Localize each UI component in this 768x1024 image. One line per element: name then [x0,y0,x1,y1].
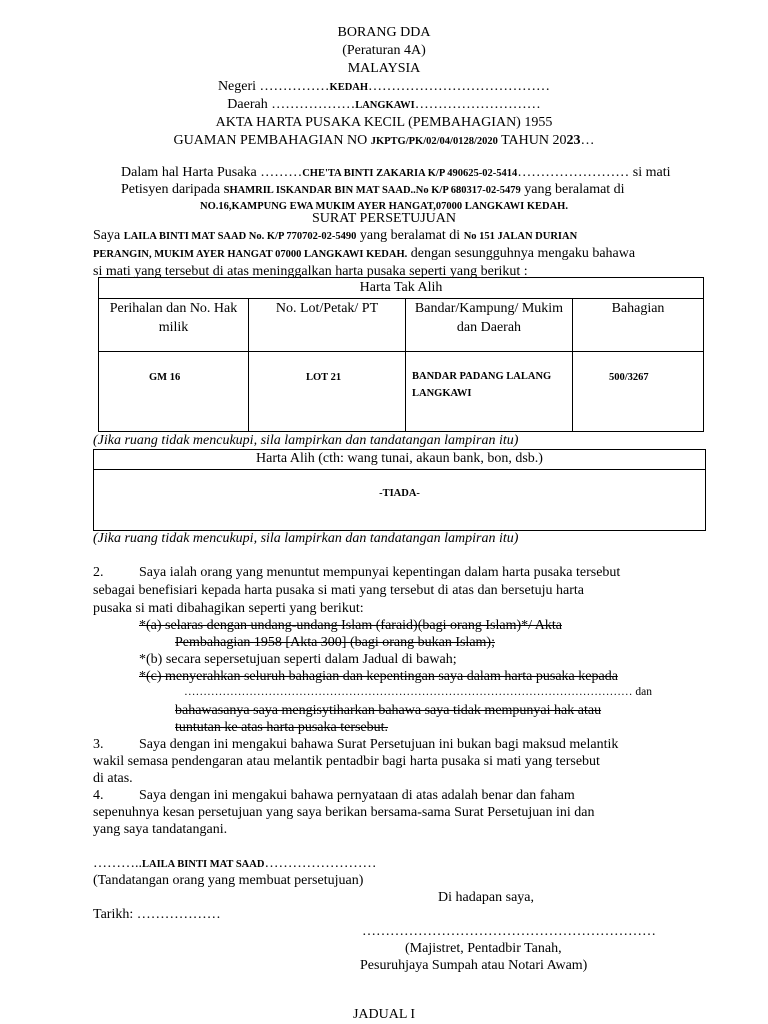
estate-prefix: Dalam hal Harta Pusaka [121,165,257,180]
declarant-line-1 [93,227,577,245]
declarant-line-2 [93,245,635,263]
daerah-line: Daerah ………………LANGKAWI……………………… [227,97,541,112]
declarant-name: LAILA BINTI MAT SAAD No. K/P 770702-02-5490 [123,231,357,242]
negeri-label: Negeri [217,79,257,94]
option-a-line-1: *(a) selaras dengan undang-undang Islam (faraid)(bagi orang Islam)*/ Akta [139,618,562,633]
harta-tak-alih-title: Harta Tak Alih [99,278,704,299]
saya-prefix: Saya [93,228,121,243]
petition-prefix: Petisyen daripada [121,182,221,197]
negeri-line: Negeri ……………KEDAH………………………………… [217,79,551,94]
act-title: AKTA HARTA PUSAKA KECIL (PEMBAHAGIAN) 1955 [215,115,553,130]
witness-caption-2: Pesuruhjaya Sumpah atau Notari Awam) [360,958,588,973]
doc-title: SURAT PERSETUJUAN [311,211,457,226]
col-bandar: Bandar/Kampung/ Mukim dan Daerah [406,299,573,352]
option-c-line-4: tuntutan ke atas harta pusaka tersebut. [175,720,389,735]
deceased-name: CHE'TA BINTI ZAKARIA K/P 490625-02-5414 [302,168,518,179]
para2-line-1: Saya ialah orang yang menuntut mempunyai kepentingan dalam harta pusaka tersebut [139,565,621,580]
harta-alih-box [93,449,706,531]
petition-suffix: yang beralamat di [524,182,625,197]
cell-hakmilik: GM 16 [149,372,181,384]
declarant-mid: yang beralamat di [359,228,461,243]
para2-num: 2. [93,565,104,580]
harta-tak-alih-table [98,277,704,432]
year-prefix: TAHUN 20 [501,133,567,148]
declarant-address-2: PERANGIN, MUKIM AYER HANGAT 07000 LANGKAWI KEDAH. [93,249,408,260]
alih-note: (Jika ruang tidak mencukupi, sila lampirkan dan tandatangan lampiran itu) [93,531,519,546]
daerah-label: Daerah [227,97,268,112]
signer-caption: (Tandatangan orang yang membuat persetujuan) [93,873,364,888]
date-field: Tarikh: ……………… [93,907,221,922]
case-number: JKPTG/PK/02/04/0128/2020 [370,136,498,147]
year-value: 23 [566,133,581,148]
form-country: MALAYSIA [347,61,421,76]
para2-line-2: sebagai benefisiari kepada harta pusaka si mati yang tersebut di atas dan bersetuju harta [93,583,584,598]
col-perihalan: Perihalan dan No. Hak milik [99,299,249,352]
witness-caption-1: (Majistret, Pentadbir Tanah, [405,941,562,956]
witness-line: ……………………………………………………… [362,924,656,939]
tak-alih-note: (Jika ruang tidak mencukupi, sila lampirkan dan tandatangan lampiran itu) [93,433,519,448]
schedule-title: JADUAL I [352,1007,416,1022]
para4-line-3: yang saya tandatangani. [93,822,228,837]
option-c-line-3: bahawasanya saya mengisytiharkan bahawa saya tidak mempunyai hak atau [175,703,602,718]
option-c-dotted: ……………………………………………………………………………………………………… dan [184,686,652,698]
signer-line: ………..LAILA BINTI MAT SAAD…………………… [93,856,377,871]
option-c-line-1: *(c) menyerahkan seluruh bahagian dan kepentingan saya dalam harta pusaka kepada [139,669,618,684]
form-title: BORANG DDA [337,25,431,40]
harta-alih-value: -TIADA- [379,488,420,499]
para3-line-2: wakil semasa pendengaran atau melantik pentadbir bagi harta pusaka si mati yang tersebut [93,754,600,769]
cell-bahagian: 500/3267 [609,372,649,384]
petitioner-name: SHAMRIL ISKANDAR BIN MAT SAAD..No K/P 680317-02-5479 [223,185,521,196]
para4-line-2: sepenuhnya kesan persetujuan yang saya berikan bersama-sama Surat Persetujuan ini dan [93,805,595,820]
witness-prefix: Di hadapan saya, [438,890,535,905]
declarant-address-1: No 151 JALAN DURIAN [463,231,578,242]
declarant-tail: dengan sesungguhnya mengaku bahawa [410,246,636,261]
para3-num: 3. [93,737,104,752]
negeri-value: KEDAH [329,82,369,93]
estate-line: Dalam hal Harta Pusaka ………CHE'TA BINTI ZAKARIA K/P 490625-02-5414…………………… si mati [121,165,671,180]
para3-line-1: Saya dengan ini mengakui bahawa Surat Persetujuan ini bukan bagi maksud melantik [139,737,619,752]
col-bahagian: Bahagian [573,299,704,352]
harta-alih-title: Harta Alih (cth: wang tunai, akaun bank, bon, dsb.) [94,450,705,470]
daerah-value: LANGKAWI [355,100,415,111]
option-a-line-2: Pembahagian 1958 [Akta 300] (bagi orang bukan Islam); [175,635,495,650]
declarant-line-3: si mati yang tersebut di atas meninggalkan harta pusaka seperti yang berikut : [93,264,528,279]
case-line: GUAMAN PEMBAHAGIAN NO JKPTG/PK/02/04/0128/2020 TAHUN 2023… [173,133,595,148]
para2-line-3: pusaka si mati dibahagikan seperti yang berikut: [93,601,364,616]
deceased-suffix: si mati [632,165,671,180]
col-lot: No. Lot/Petak/ PT [249,299,406,352]
case-prefix: GUAMAN PEMBAHAGIAN NO [173,133,368,148]
para4-num: 4. [93,788,104,803]
table-row [99,352,704,432]
option-b: *(b) secara sepersetujuan seperti dalam Jadual di bawah; [139,652,457,667]
form-regulation: (Peraturan 4A) [342,43,426,58]
para4-line-1: Saya dengan ini mengakui bahawa pernyataan di atas adalah benar dan faham [139,788,575,803]
cell-lot: LOT 21 [306,372,342,384]
petitioner-address: NO.16,KAMPUNG EWA MUKIM AYER HANGAT,07000 LANGKAWI KEDAH. [200,201,568,212]
cell-bandar: BANDAR PADANG LALANG LANGKAWI [412,371,552,399]
para3-line-3: di atas. [93,771,133,786]
signer-name: LAILA BINTI MAT SAAD [142,859,265,870]
